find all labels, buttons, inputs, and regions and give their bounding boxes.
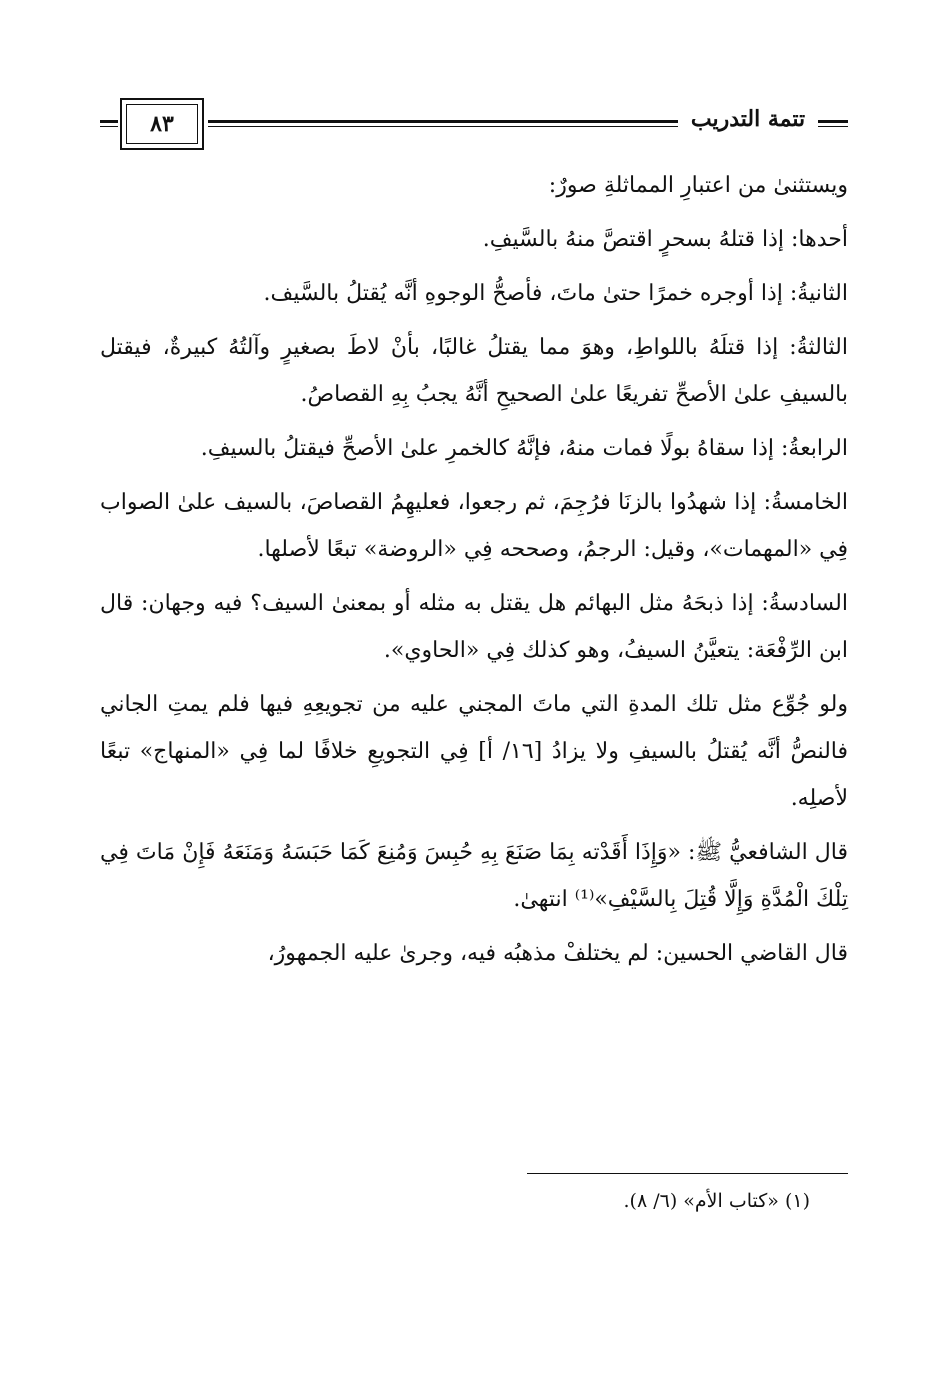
paragraph: ولو جُوِّع مثل تلك المدةِ التي ماتَ المجني عليه من تجويعِهِ فيها فلم يمتِ الجاني فالنصُّ أنَّه يُقتلُ بالسيفِ ولا يزادُ [١٦/ أ] فِي التجويعِ خلافًا لما فِي «المنهاج» تبعًا لأصلِه. — [100, 692, 849, 811]
header-rule-left — [100, 120, 118, 123]
page-header — [100, 98, 848, 154]
page-number-box — [120, 98, 204, 150]
page-number: ٨٣ — [126, 104, 198, 144]
header-rule-right — [818, 120, 848, 123]
paragraph: الخامسةُ: إذا شهدُوا بالزنَا فرُجِمَ، ثم رجعوا، فعليهِمُ القصاصَ، بالسيف علىٰ الصواب فِي «المهمات»، وقيل: الرجمُ، وصححه فِي «الروضة» تبعًا لأصلها. — [100, 490, 848, 562]
header-rule-middle — [208, 120, 678, 123]
paragraph: قال الشافعيُّ ﷺ: «وَإِذَا أَقَدْته بِمَا صَنَعَ بِهِ حُبِسَ وَمُنِعَ كَمَا حَبَسَهُ وَمَنَعَهُ فَإِنْ مَاتَ فِي تِلْكَ الْمُدَّةِ وَإِلَّا قُتِلَ بِالسَّيْفِ»⁽¹⁾ انتهىٰ. — [100, 840, 848, 912]
paragraph: الرابعةُ: إذا سقاهُ بولًا فمات منهُ، فإنَّهُ كالخمرِ علىٰ الأصحِّ فيقتلُ بالسيفِ. — [200, 436, 848, 461]
paragraph: الثانيةُ: إذا أوجره خمرًا حتىٰ ماتَ، فأصحُّ الوجوهِ أنَّه يُقتلُ بالسَّيف. — [263, 281, 848, 306]
paragraph: الثالثةُ: إذا قتلَهُ باللواطِ، وهوَ مما يقتلُ غالبًا، بأنْ لاطَ بصغيرٍ وآلتُهُ كبيرةٌ، فيقتل بالسيفِ علىٰ الأصحِّ تفريعًا علىٰ الصحيحِ أنَّهُ يجبُ بِهِ القصاصُ. — [100, 335, 848, 407]
paragraph: ويستثنىٰ من اعتبارِ المماثلةِ صورٌ: — [548, 173, 848, 198]
footnote-separator — [527, 1173, 848, 1174]
main-text — [100, 162, 848, 984]
paragraph: قال القاضي الحسين: لم يختلفْ مذهبُه فيه، وجرىٰ عليه الجمهورُ، — [267, 941, 848, 966]
running-title: تتمة التدريب — [690, 106, 806, 132]
paragraph: أحدها: إذا قتلهُ بسحرٍ اقتصَّ منهُ بالسَّيفِ. — [482, 227, 848, 252]
paragraph: السادسةُ: إذا ذبحَهُ مثل البهائم هل يقتل به مثله أو بمعنىٰ السيف؟ فيه وجهان: قال ابن الرِّفْعَة: يتعيَّنُ السيفُ، وهو كذلك فِي «الحاوي». — [100, 591, 848, 663]
footnote: (١) «كتاب الأم» (٦/ ٨). — [623, 1190, 810, 1212]
